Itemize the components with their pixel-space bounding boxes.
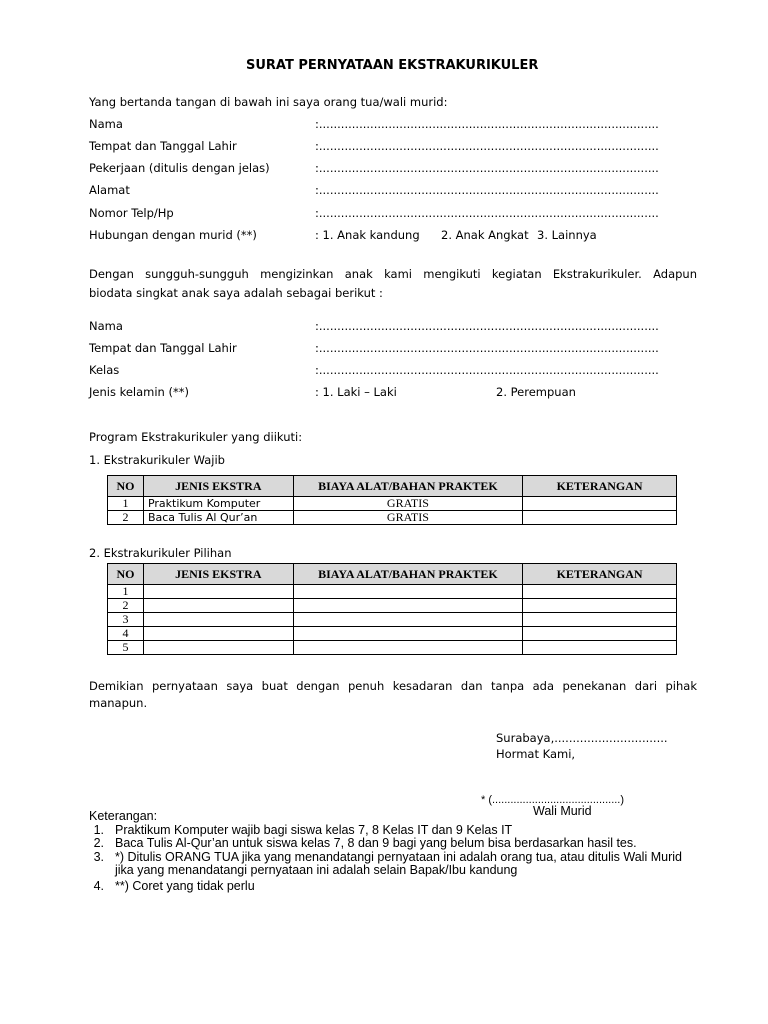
header-keterangan: KETERANGAN [523, 564, 677, 585]
pilihan-heading: 2. Ekstrakurikuler Pilihan [89, 546, 232, 560]
relationship-option-3: 3. Lainnya [537, 228, 597, 242]
table-row [108, 627, 677, 641]
notes-heading: Keterangan: [89, 809, 158, 823]
row-no: 4 [108, 627, 144, 641]
row-no: 3 [108, 613, 144, 627]
gender-option-2: 2. Perempuan [496, 385, 576, 399]
closing-paragraph-line2: manapun. [89, 696, 148, 710]
row-biaya: GRATIS [293, 511, 523, 525]
note-text: *) Ditulis ORANG TUA jika yang menandatangi pernyataan ini adalah orang tua, atau ditulis Wali Murid [115, 850, 682, 864]
note-number: 2. [93, 836, 104, 850]
program-intro: Program Ekstrakurikuler yang diikuti: [89, 430, 303, 444]
header-biaya: BIAYA ALAT/BAHAN PRAKTEK [293, 476, 523, 497]
row-jenis [143, 627, 293, 641]
wajib-table [107, 475, 677, 525]
wajib-table-header [108, 476, 677, 497]
parent-address-blank: :............................................................................................. [315, 183, 659, 197]
permission-paragraph-line2: biodata singkat anak saya adalah sebagai berikut : [89, 286, 383, 300]
row-jenis [143, 641, 293, 655]
note-number: 3. [93, 850, 104, 864]
pilihan-table [107, 563, 677, 655]
header-no: NO [108, 476, 144, 497]
signature-name-line: * (..........................................) [481, 794, 625, 806]
signature-place-date: Surabaya,............................... [496, 731, 668, 745]
permission-paragraph-line1: Dengan sungguh-sungguh mengizinkan anak kami mengikuti kegiatan Ekstrakurikuler. Adapun [89, 267, 697, 281]
row-no: 5 [108, 641, 144, 655]
note-text-continued: jika yang menandatangi pernyataan ini adalah selain Bapak/Ibu kandung [115, 863, 518, 877]
row-keterangan [523, 511, 677, 525]
row-no: 2 [108, 599, 144, 613]
relationship-option-1: : 1. Anak kandung [315, 228, 420, 242]
parent-phone-label: Nomor Telp/Hp [89, 206, 174, 220]
document-title: SURAT PERNYATAAN EKSTRAKURIKULER [246, 58, 539, 73]
header-biaya: BIAYA ALAT/BAHAN PRAKTEK [293, 564, 523, 585]
row-jenis: Praktikum Komputer [143, 497, 293, 511]
note-text: **) Coret yang tidak perlu [115, 879, 255, 893]
row-biaya: GRATIS [293, 497, 523, 511]
row-keterangan [523, 641, 677, 655]
pilihan-table-header [108, 564, 677, 585]
wajib-heading: 1. Ekstrakurikuler Wajib [89, 453, 225, 467]
parent-phone-blank: :............................................................................................. [315, 206, 659, 220]
note-text: Praktikum Komputer wajib bagi siswa kelas 7, 8 Kelas IT dan 9 Kelas IT [115, 823, 513, 837]
parent-birth-blank: :............................................................................................. [315, 139, 659, 153]
row-keterangan [523, 613, 677, 627]
parent-job-label: Pekerjaan (ditulis dengan jelas) [89, 161, 270, 175]
table-row [108, 585, 677, 599]
parent-job-blank: :............................................................................................. [315, 161, 659, 175]
note-number: 1. [93, 823, 104, 837]
row-biaya [293, 641, 523, 655]
child-class-label: Kelas [89, 363, 120, 377]
row-keterangan [523, 585, 677, 599]
table-row [108, 613, 677, 627]
table-row [108, 641, 677, 655]
child-birth-blank: :............................................................................................. [315, 341, 659, 355]
parent-address-label: Alamat [89, 183, 130, 197]
row-biaya [293, 585, 523, 599]
row-biaya [293, 613, 523, 627]
row-jenis [143, 585, 293, 599]
child-name-label: Nama [89, 319, 123, 333]
parent-name-blank: :............................................................................................. [315, 117, 659, 131]
relationship-option-2: 2. Anak Angkat [441, 228, 529, 242]
header-jenis: JENIS EKSTRA [143, 476, 293, 497]
parent-birth-label: Tempat dan Tanggal Lahir [89, 139, 237, 153]
row-no: 2 [108, 511, 144, 525]
gender-option-1: : 1. Laki – Laki [315, 385, 397, 399]
row-keterangan [523, 497, 677, 511]
intro-text: Yang bertanda tangan di bawah ini saya orang tua/wali murid: [89, 95, 448, 109]
table-row [108, 511, 677, 525]
signature-regards: Hormat Kami, [496, 747, 576, 761]
row-keterangan [523, 599, 677, 613]
header-keterangan: KETERANGAN [523, 476, 677, 497]
row-no: 1 [108, 497, 144, 511]
table-row [108, 599, 677, 613]
row-jenis: Baca Tulis Al Qur’an [143, 511, 293, 525]
row-biaya [293, 627, 523, 641]
closing-paragraph-line1: Demikian pernyataan saya buat dengan penuh kesadaran dan tanpa ada penekanan dari pihak [89, 679, 697, 693]
relationship-label: Hubungan dengan murid (**) [89, 228, 257, 242]
header-jenis: JENIS EKSTRA [143, 564, 293, 585]
child-birth-label: Tempat dan Tanggal Lahir [89, 341, 237, 355]
header-no: NO [108, 564, 144, 585]
child-class-blank: :............................................................................................. [315, 363, 659, 377]
signature-role: Wali Murid [533, 804, 592, 818]
row-jenis [143, 599, 293, 613]
row-no: 1 [108, 585, 144, 599]
gender-label: Jenis kelamin (**) [89, 385, 189, 399]
child-name-blank: :............................................................................................. [315, 319, 659, 333]
table-row [108, 497, 677, 511]
note-text: Baca Tulis Al-Qur’an untuk siswa kelas 7, 8 dan 9 bagi yang belum bisa berdasarkan hasil tes. [115, 836, 637, 850]
row-biaya [293, 599, 523, 613]
row-jenis [143, 613, 293, 627]
note-number: 4. [93, 879, 104, 893]
row-keterangan [523, 627, 677, 641]
parent-name-label: Nama [89, 117, 123, 131]
